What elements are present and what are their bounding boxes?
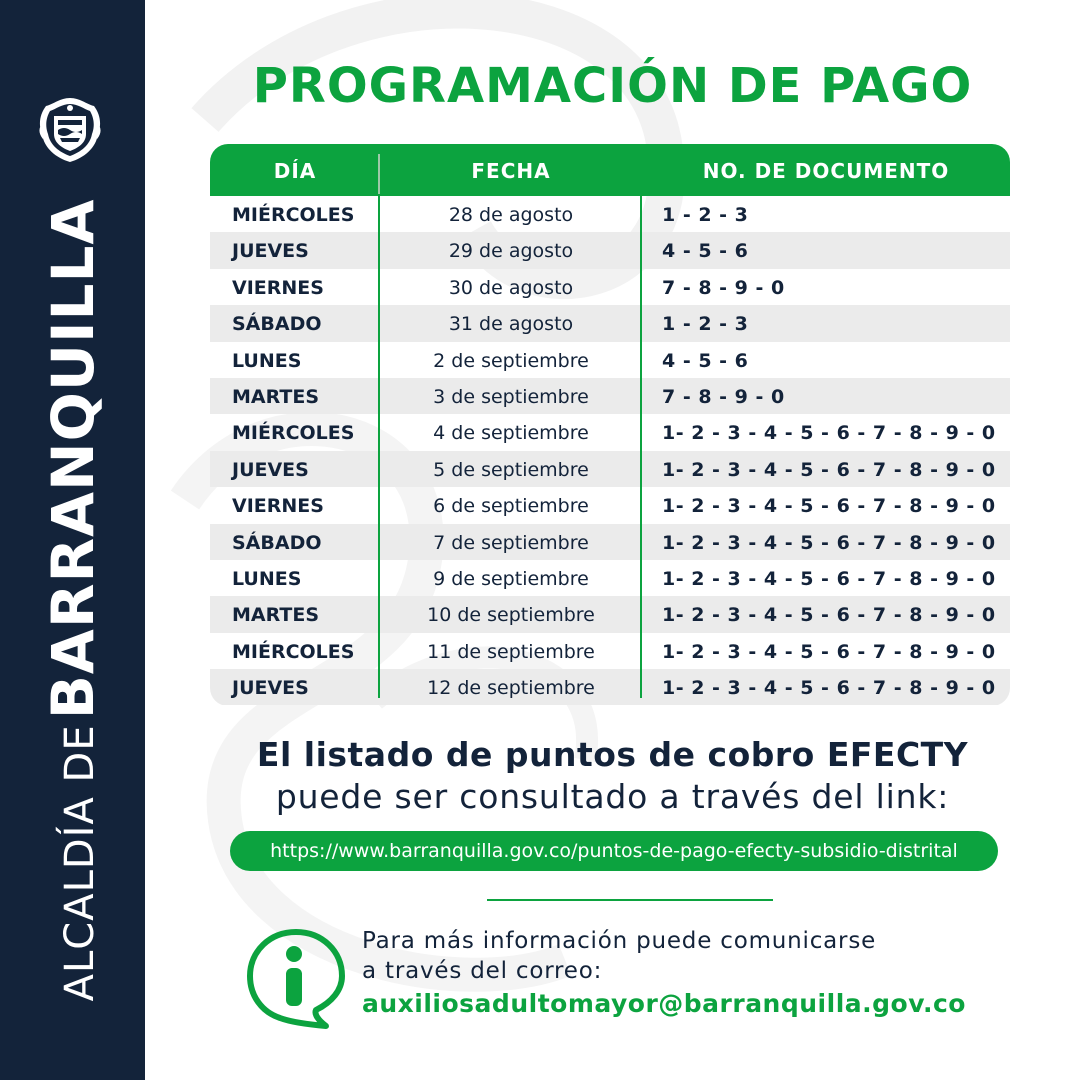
cell-dia: JUEVES <box>232 458 309 481</box>
sidebar <box>0 0 145 1080</box>
efecty-line-2: puede ser consultado a través del link: <box>275 777 950 816</box>
table-row <box>210 378 1010 414</box>
cell-documento: 1- 2 - 3 - 4 - 5 - 6 - 7 - 8 - 9 - 0 <box>662 422 996 445</box>
cell-dia: MIÉRCOLES <box>232 422 355 445</box>
table-row <box>210 196 1010 232</box>
cell-fecha: 29 de agosto <box>448 240 574 263</box>
cell-documento: 1- 2 - 3 - 4 - 5 - 6 - 7 - 8 - 9 - 0 <box>662 495 996 518</box>
table-row <box>210 524 1010 560</box>
contact-line-1: Para más información puede comunicarse <box>362 928 877 954</box>
cell-fecha: 7 de septiembre <box>433 531 589 554</box>
table-row <box>210 669 1010 705</box>
cell-fecha: 6 de septiembre <box>433 495 589 518</box>
column-divider <box>378 154 380 194</box>
cell-dia: VIERNES <box>232 276 324 299</box>
efecty-notice <box>145 734 1080 818</box>
cell-fecha: 31 de agosto <box>448 313 574 336</box>
header-documento: NO. DE DOCUMENTO <box>702 159 950 183</box>
contact-line-2: a través del correo: <box>362 958 603 984</box>
contact-info <box>362 926 966 1022</box>
table-row <box>210 305 1010 341</box>
cell-documento: 4 - 5 - 6 <box>662 240 749 263</box>
cell-fecha: 28 de agosto <box>448 204 574 226</box>
efecty-link[interactable]: https://www.barranquilla.gov.co/puntos-de-pago-efecty-subsidio-distrital <box>230 831 998 871</box>
column-divider <box>640 152 642 698</box>
table-row <box>210 269 1010 305</box>
column-divider <box>378 196 380 698</box>
table-header <box>210 144 1010 196</box>
cell-fecha: 30 de agosto <box>448 276 574 299</box>
cell-documento: 1- 2 - 3 - 4 - 5 - 6 - 7 - 8 - 9 - 0 <box>662 640 996 663</box>
cell-dia: MARTES <box>232 604 320 627</box>
cell-dia: MIÉRCOLES <box>232 640 355 663</box>
page-title: PROGRAMACIÓN DE PAGO <box>252 58 973 114</box>
cell-dia: JUEVES <box>232 677 309 700</box>
cell-fecha: 10 de septiembre <box>427 604 595 627</box>
cell-dia: SÁBADO <box>232 531 322 554</box>
header-fecha: FECHA <box>471 159 551 183</box>
cell-dia: VIERNES <box>232 495 324 518</box>
cell-documento: 1 - 2 - 3 <box>662 204 749 226</box>
barranquilla-crest-icon <box>34 94 106 166</box>
cell-fecha: 3 de septiembre <box>433 385 589 408</box>
table-body <box>210 196 1010 705</box>
table-row <box>210 342 1010 378</box>
table-row <box>210 451 1010 487</box>
cell-dia: LUNES <box>232 349 302 372</box>
cell-dia: LUNES <box>232 567 302 590</box>
payment-schedule-table <box>210 144 1010 706</box>
city-name: BARRANQUILLA <box>39 198 107 720</box>
alcaldia-prefix: ALCALDÍA DE <box>57 724 103 1002</box>
alcaldia-wordmark <box>39 199 107 1002</box>
cell-dia: MIÉRCOLES <box>232 204 355 226</box>
cell-documento: 7 - 8 - 9 - 0 <box>662 385 785 408</box>
cell-documento: 4 - 5 - 6 <box>662 349 749 372</box>
efecty-line-1: El listado de puntos de cobro EFECTY <box>256 735 969 774</box>
table-row <box>210 560 1010 596</box>
cell-fecha: 2 de septiembre <box>433 349 589 372</box>
cell-dia: SÁBADO <box>232 313 322 336</box>
cell-fecha: 5 de septiembre <box>433 458 589 481</box>
table-row <box>210 633 1010 669</box>
cell-documento: 7 - 8 - 9 - 0 <box>662 276 785 299</box>
cell-documento: 1- 2 - 3 - 4 - 5 - 6 - 7 - 8 - 9 - 0 <box>662 677 996 700</box>
cell-dia: MARTES <box>232 385 320 408</box>
contact-email[interactable]: auxiliosadultomayor@barranquilla.gov.co <box>362 989 966 1018</box>
header-dia: DÍA <box>273 159 317 183</box>
cell-fecha: 11 de septiembre <box>427 640 595 663</box>
cell-documento: 1- 2 - 3 - 4 - 5 - 6 - 7 - 8 - 9 - 0 <box>662 531 996 554</box>
cell-documento: 1- 2 - 3 - 4 - 5 - 6 - 7 - 8 - 9 - 0 <box>662 567 996 590</box>
cell-fecha: 9 de septiembre <box>433 567 589 590</box>
cell-documento: 1- 2 - 3 - 4 - 5 - 6 - 7 - 8 - 9 - 0 <box>662 458 996 481</box>
table-row <box>210 232 1010 268</box>
cell-documento: 1 - 2 - 3 <box>662 313 749 336</box>
info-speech-bubble-icon <box>244 926 348 1030</box>
cell-documento: 1- 2 - 3 - 4 - 5 - 6 - 7 - 8 - 9 - 0 <box>662 604 996 627</box>
divider <box>487 899 773 901</box>
table-row <box>210 596 1010 632</box>
table-row <box>210 487 1010 523</box>
cell-fecha: 4 de septiembre <box>433 422 589 445</box>
cell-fecha: 12 de septiembre <box>427 677 595 700</box>
table-row <box>210 414 1010 450</box>
cell-dia: JUEVES <box>232 240 309 263</box>
